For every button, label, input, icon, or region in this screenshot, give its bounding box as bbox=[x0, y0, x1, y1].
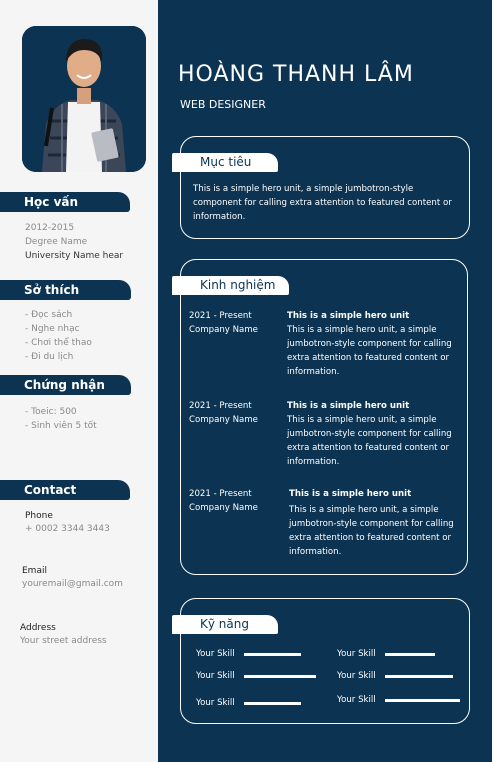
certificate-item: - Toeic: 500 bbox=[25, 407, 77, 417]
email-label: Email bbox=[22, 566, 47, 576]
candidate-name: HOÀNG THANH LÂM bbox=[178, 62, 414, 87]
phone-label: Phone bbox=[25, 511, 53, 521]
education-heading: Học vấn bbox=[0, 192, 130, 212]
objective-text: This is a simple hero unit, a simple jumbotron-style component for calling extra attention to featured content or information. bbox=[193, 184, 452, 222]
skill-bar bbox=[385, 675, 453, 678]
email-value: youremail@gmail.com bbox=[22, 579, 123, 589]
hobby-item: - Nghe nhạc bbox=[25, 324, 80, 334]
education-years: 2012-2015 bbox=[25, 223, 75, 233]
experience-title: This is a simple hero unit bbox=[289, 489, 412, 499]
phone-value: + 0002 3344 3443 bbox=[25, 524, 110, 534]
candidate-role: WEB DESIGNER bbox=[180, 98, 266, 111]
skill-bar bbox=[385, 653, 435, 656]
skill-label: Your Skill bbox=[196, 671, 235, 681]
hobby-item: - Đi du lịch bbox=[25, 352, 74, 362]
objective-heading: Mục tiêu bbox=[172, 153, 278, 172]
skill-bar bbox=[244, 653, 301, 656]
hobby-item: - Đọc sách bbox=[25, 310, 73, 320]
experience-company: Company Name bbox=[189, 415, 258, 425]
experience-desc: This is a simple hero unit, a simple jumbotron-style component for calling extra attention to featured content or information. bbox=[287, 325, 452, 377]
experience-desc: This is a simple hero unit, a simple jumbotron-style component for calling extra attention to featured content or information. bbox=[287, 415, 452, 467]
experience-title: This is a simple hero unit bbox=[287, 401, 410, 411]
experience-desc: This is a simple hero unit, a simple jumbotron-style component for calling extra attention to featured content or information. bbox=[289, 505, 454, 557]
address-label: Address bbox=[20, 623, 56, 633]
experience-date: 2021 - Present bbox=[189, 489, 252, 499]
skill-bar bbox=[244, 702, 301, 705]
skills-heading: Kỹ năng bbox=[172, 615, 278, 634]
education-university: University Name hear bbox=[25, 251, 124, 261]
skill-bar bbox=[244, 675, 316, 678]
skill-label: Your Skill bbox=[337, 649, 376, 659]
contact-heading: Contact bbox=[0, 480, 130, 500]
experience-company: Company Name bbox=[189, 325, 258, 335]
address-value: Your street address bbox=[20, 636, 107, 646]
experience-company: Company Name bbox=[189, 503, 258, 513]
profile-photo bbox=[22, 26, 146, 172]
person-photo-icon bbox=[22, 26, 146, 172]
experience-title: This is a simple hero unit bbox=[287, 311, 410, 321]
hobbies-heading: Sở thích bbox=[0, 280, 131, 300]
experience-date: 2021 - Present bbox=[189, 401, 252, 411]
skill-label: Your Skill bbox=[337, 695, 376, 705]
skill-bar bbox=[385, 699, 460, 702]
skill-label: Your Skill bbox=[337, 671, 376, 681]
certificates-heading: Chứng nhận bbox=[0, 375, 131, 395]
education-degree: Degree Name bbox=[25, 237, 88, 247]
skill-label: Your Skill bbox=[196, 649, 235, 659]
experience-date: 2021 - Present bbox=[189, 311, 252, 321]
certificate-item: - Sinh viên 5 tốt bbox=[25, 421, 97, 431]
skill-label: Your Skill bbox=[196, 698, 235, 708]
experience-heading: Kinh nghiệm bbox=[172, 276, 289, 295]
hobby-item: - Chơi thể thao bbox=[25, 338, 92, 348]
